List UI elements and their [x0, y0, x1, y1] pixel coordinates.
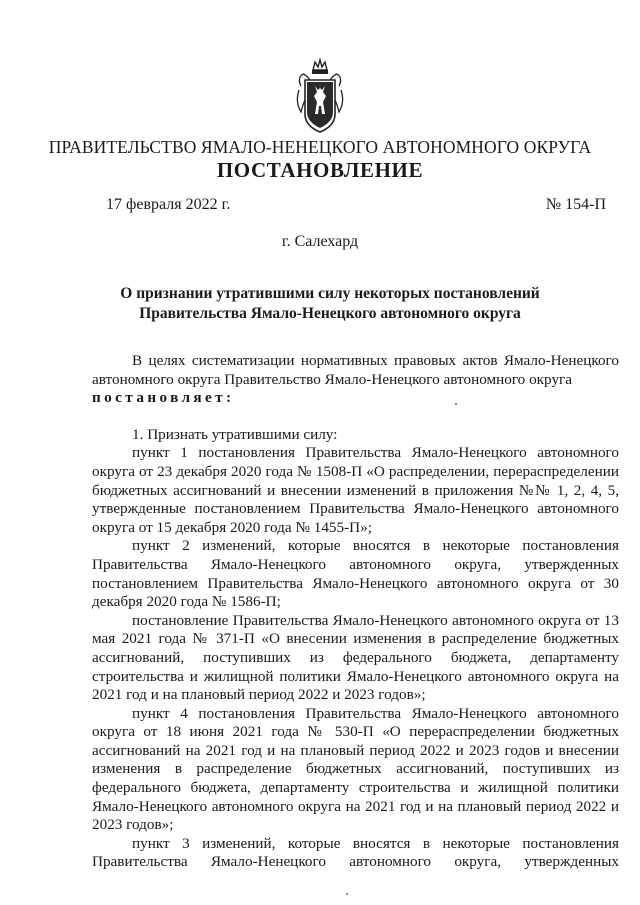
sub-item-2: пункт 2 изменений, которые вносятся в некоторые постановления Правительства Ямало-Ненецкого автономного округа, утвержденных постановлением Правительства Ямало-Ненецкого автономного округа от 30 декабря 2020 года № 1586-П;: [92, 537, 619, 611]
preamble-paragraph: [92, 352, 619, 389]
sub-item-5: пункт 3 изменений, которые вносятся в некоторые постановления Правительства Ямало-Ненецкого автономного округа, утвержденных: [92, 834, 619, 871]
point-1: 1. Признать утратившими силу:: [132, 425, 338, 443]
decree-line: [92, 389, 619, 408]
sub-item-3: постановление Правительства Ямало-Ненецкого автономного округа от 13 мая 2021 года № 371-П «О внесении изменения в распределение бюджетных ассигнований, поступивших из федерального бюджета, департаменту строительства и жилищной политики Ямало-Ненецкого автономного округа на 2021 год и на плановый период 2022 и 2023 годов»;: [92, 611, 619, 704]
issuing-authority: ПРАВИТЕЛЬСТВО ЯМАЛО-НЕНЕЦКОГО АВТОНОМНОГО ОКРУГА: [48, 137, 592, 157]
title-line-2: Правительства Ямало-Ненецкого автономного округа: [139, 305, 521, 322]
document-number: № 154-П: [545, 196, 606, 213]
scan-speck: [455, 403, 457, 405]
sub-item-1: пункт 1 постановления Правительства Ямало-Ненецкого автономного округа от 23 декабря 2020 года № 1508-П «О распределении, перераспределении бюджетных ассигнований и внесении изменений в приложения №№ 1, 2, 4, 5, утвержденные постановлением Правительства Ямало-Ненецкого автономного округа от 15 декабря 2020 года № 1455-П»;: [92, 444, 619, 536]
preamble-text: В целях систематизации нормативных правовых актов Ямало-Ненецкого автономного округа Правительство Ямало-Ненецкого автономного округа: [92, 352, 619, 388]
document-title: [60, 284, 600, 324]
document-body: [92, 352, 619, 872]
document-type: ПОСТАНОВЛЕНИЕ: [216, 158, 424, 182]
scan-speck: [346, 893, 348, 895]
issue-city: г. Салехард: [281, 233, 359, 250]
paragraph-gap: [92, 408, 619, 426]
coat-of-arms-icon: [293, 56, 347, 136]
document-date: 17 февраля 2022 г.: [106, 196, 231, 213]
decree-word: постановляет:: [92, 389, 235, 407]
title-line-1: О признании утратившими силу некоторых постановлений: [120, 285, 540, 302]
sub-item-4: пункт 4 постановления Правительства Ямало-Ненецкого автономного округа от 18 июня 2021 года № 530-П «О перераспределении бюджетных ассигнований на 2021 год и на плановый период 2022 и 2023 годов и внесении изменения в распределение бюджетных ассигнований, поступивших из федерального бюджета, департаменту строительства и жилищной политики Ямало-Ненецкого автономного округа на 2021 год и на плановый период 2022 и 2023 годов»;: [92, 704, 619, 834]
